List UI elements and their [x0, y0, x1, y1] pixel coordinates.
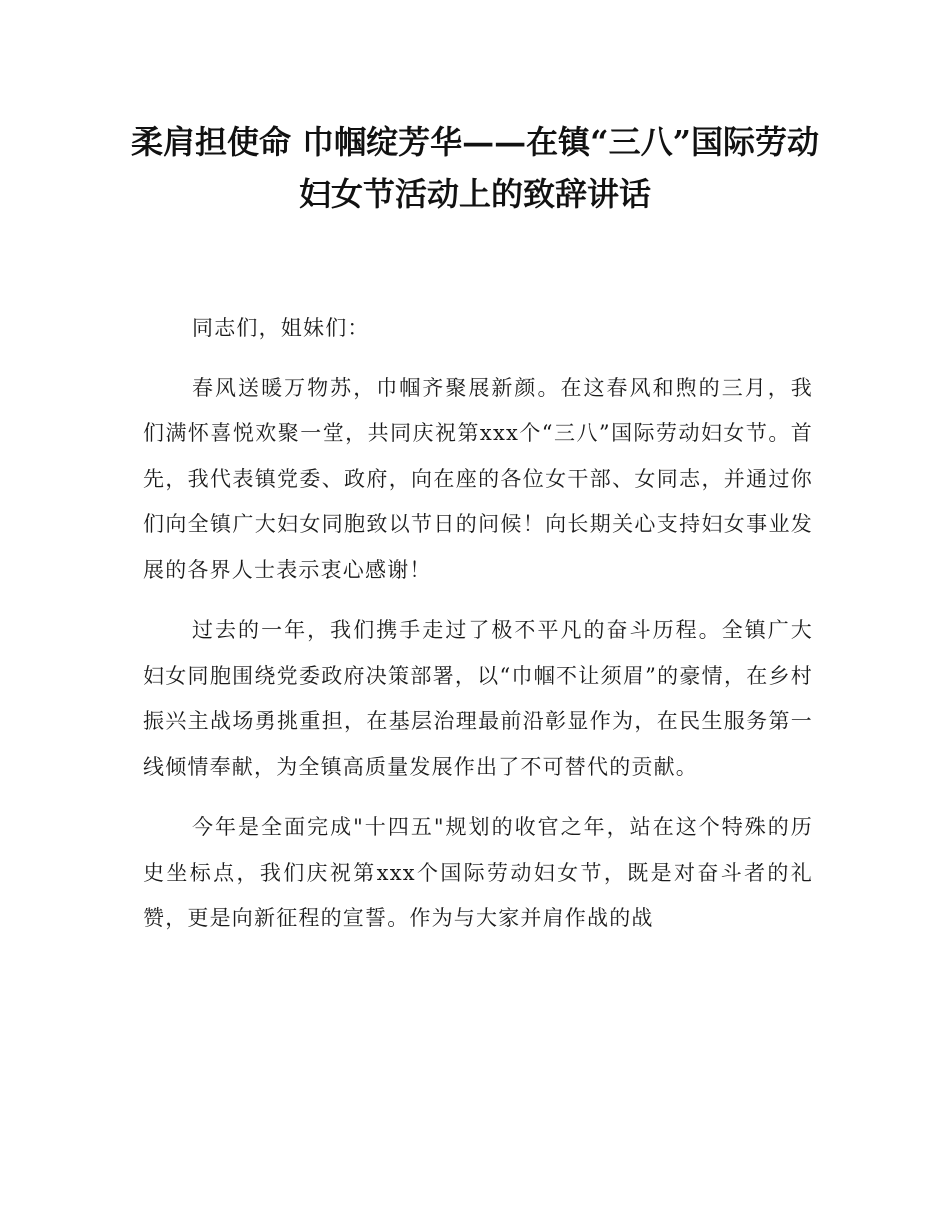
document-title: 柔肩担使命 巾帼绽芳华——在镇“三八”国际劳动妇女节活动上的致辞讲话	[131, 123, 819, 213]
document-body	[143, 306, 813, 957]
salutation: 同志们，姐妹们：	[192, 316, 370, 340]
paragraph-2: 过去的一年，我们携手走过了极不平凡的奋斗历程。全镇广大妇女同胞围绕党委政府决策部署，以“巾帼不让须眉”的豪情，在乡村振兴主战场勇挑重担，在基层治理最前沿彰显作为，在民生服务第一线倾情奉献，为全镇高质量发展作出了不可替代的贡献。	[143, 618, 813, 779]
paragraph-1: 春风送暖万物苏，巾帼齐聚展新颜。在这春风和煦的三月，我们满怀喜悦欢聚一堂，共同庆祝第xxx个“三八”国际劳动妇女节。首先，我代表镇党委、政府，向在座的各位女干部、女同志，并通过你们向全镇广大妇女同胞致以节日的问候！向长期关心支持妇女事业发展的各界人士表示衷心感谢！	[143, 375, 813, 582]
paragraph-3: 今年是全面完成"十四五"规划的收官之年，站在这个特殊的历史坐标点，我们庆祝第xxx个国际劳动妇女节，既是对奋斗者的礼赞，更是向新征程的宣誓。作为与大家并肩作战的战	[143, 815, 813, 930]
